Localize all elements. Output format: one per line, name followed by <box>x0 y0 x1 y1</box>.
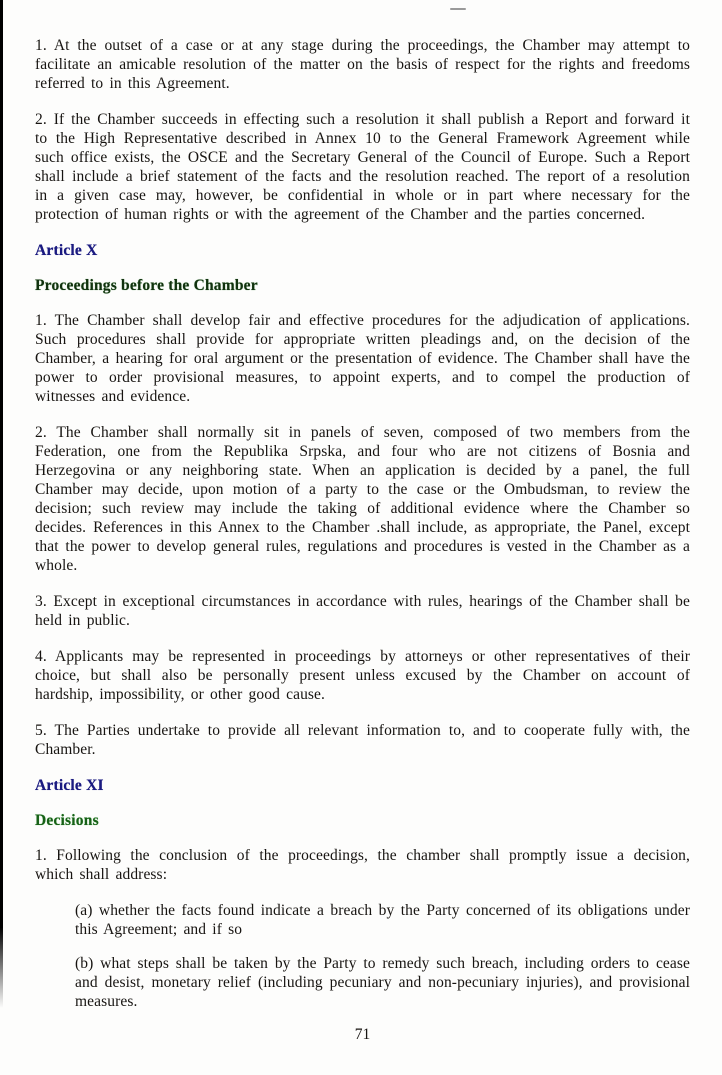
article-x-heading: Article X <box>35 242 98 259</box>
paragraph-x1-procedures: 1. The Chamber shall develop fair and effective procedures for the adjudication of applications. Such procedures shall provide for appropriate written pleadings and, on the decision of the Chamber, a hearing for oral argument or the presentation of evidence. The Chamber shall have the power to order provisional measures, to appoint experts, and to compel the production of witnesses and evidence. <box>35 312 690 405</box>
document-body <box>35 36 690 1011</box>
article-xi-heading: Article XI <box>35 777 104 794</box>
paragraph-x4-representation: 4. Applicants may be represented in proceedings by attorneys or other representatives of their choice, but shall also be personally present unless excused by the Chamber on account of hardship, impossibility, or other good cause. <box>35 648 690 703</box>
paragraph-x3-public-hearings: 3. Except in exceptional circumstances in accordance with rules, hearings of the Chamber shall be held in public. <box>35 593 690 629</box>
subparagraph-a-breach: (a) whether the facts found indicate a breach by the Party concerned of its obligations under this Agreement; and if so <box>75 902 690 938</box>
article-x-subheading: Proceedings before the Chamber <box>35 277 258 294</box>
paragraph-x5-cooperation: 5. The Parties undertake to provide all relevant information to, and to cooperate fully with, the Chamber. <box>35 722 690 758</box>
paragraph-x2-panels: 2. The Chamber shall normally sit in panels of seven, composed of two members from the Federation, one from the Republika Srpska, and four who are not citizens of Bosnia and Herzegovina or any neighboring state. When an application is decided by a panel, the full Chamber may decide, upon motion of a party to the case or the Ombudsman, to review the decision; such review may include the taking of additional evidence where the Chamber so decides. References in this Annex to the Chamber .shall include, as appropriate, the Panel, except that the power to develop general rules, regulations and procedures is vested in the Chamber as a whole. <box>35 424 690 574</box>
scan-speck <box>450 8 466 10</box>
page-number: 71 <box>354 1026 371 1043</box>
subparagraph-b-remedies: (b) what steps shall be taken by the Party to remedy such breach, including orders to cease and desist, monetary relief (including pecuniary and non-pecuniary injuries), and provisional measures. <box>75 955 690 1010</box>
paragraph-amicable-resolution: 1. At the outset of a case or at any stage during the proceedings, the Chamber may attempt to facilitate an amicable resolution of the matter on the basis of respect for the rights and freedoms referred to in this Agreement. <box>35 37 690 92</box>
paragraph-report-publication: 2. If the Chamber succeeds in effecting such a resolution it shall publish a Report and forward it to the High Representative described in Annex 10 to the General Framework Agreement while such office exists, the OSCE and the Secretary General of the Council of Europe. Such a Report shall include a brief statement of the facts and the resolution reached. The report of a resolution in a given case may, however, be confidential in whole or in part where necessary for the protection of human rights or with the agreement of the Chamber and the parties concerned. <box>35 111 690 223</box>
paragraph-xi1-decision: 1. Following the conclusion of the proceedings, the chamber shall promptly issue a decision, which shall address: <box>35 847 690 883</box>
scan-edge-line <box>0 0 3 1008</box>
article-xi-subheading: Decisions <box>35 812 99 829</box>
